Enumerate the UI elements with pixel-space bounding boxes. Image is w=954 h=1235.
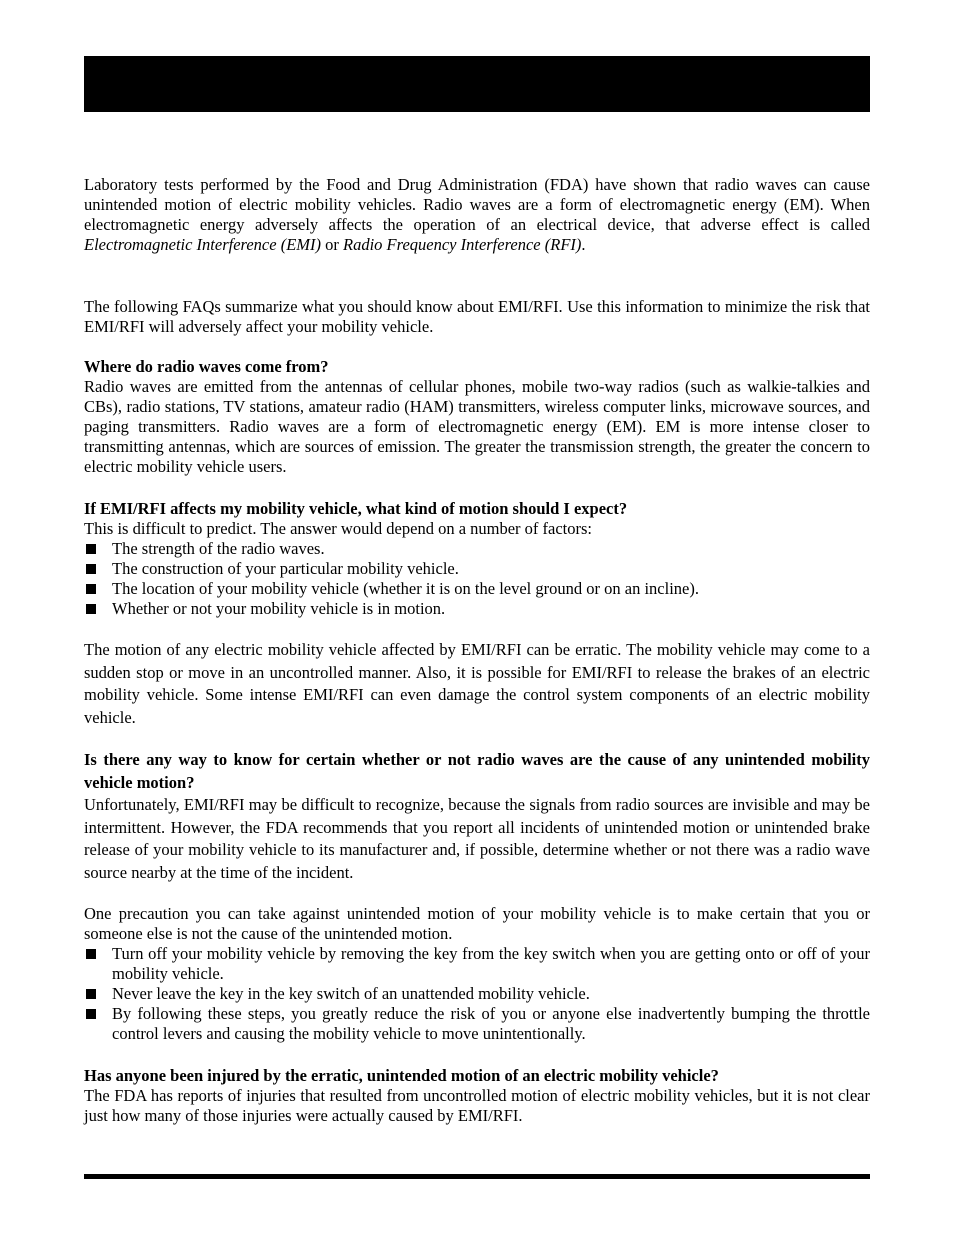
bullet-text: The construction of your particular mobility vehicle. (112, 559, 459, 578)
list-item (84, 539, 870, 559)
list-item (84, 984, 870, 1004)
list-item (84, 579, 870, 599)
bullet-text: The location of your mobility vehicle (whether it is on the level ground or on an incline). (112, 579, 699, 598)
faq1-question: Where do radio waves come from? (84, 357, 329, 376)
page-content (84, 175, 870, 1126)
intro-paragraph (84, 175, 870, 255)
intro-text: Laboratory tests performed by the Food and Drug Administration (FDA) have shown that radio waves can cause unintended motion of electric mobility vehicles. Radio waves are a form of electromagnetic energy (EM). When electromagnetic energy adversely affects the operation of an electrical device, that adverse effect is called (84, 175, 870, 234)
bullet-square-icon (86, 1009, 96, 1019)
intro-or: or (321, 235, 344, 254)
bullet-square-icon (86, 949, 96, 959)
list-item (84, 1004, 870, 1044)
faq1-answer: Radio waves are emitted from the antennas of cellular phones, mobile two-way radios (such as walkie-talkies and CBs), radio stations, TV stations, amateur radio (HAM) transmitters, wireless computer links, microwave sources, and paging transmitters. Radio waves are a form of electromagnetic energy (EM). EM is more intense closer to transmitting antennas, which are sources of emission. The greater the transmission strength, the greater the concern to electric mobility vehicle users. (84, 377, 870, 476)
list-item (84, 944, 870, 984)
faq2-answer: This is difficult to predict. The answer would depend on a number of factors: (84, 519, 593, 538)
rfi-term: Radio Frequency Interference (RFI) (343, 235, 582, 254)
bullet-text: Turn off your mobility vehicle by removing the key from the key switch when you are getting onto or off of your mobility vehicle. (112, 944, 870, 983)
bullet-text: Whether or not your mobility vehicle is in motion. (112, 599, 446, 618)
faq2-followup: The motion of any electric mobility vehicle affected by EMI/RFI can be erratic. The mobility vehicle may come to a sudden stop or move in an uncontrolled manner. Also, it is possible for EMI/RFI to release the brakes of an electric mobility vehicle. Some intense EMI/RFI can even damage the control system components of an electric mobility vehicle. (84, 640, 870, 727)
faq2-question: If EMI/RFI affects my mobility vehicle, what kind of motion should I expect? (84, 499, 628, 518)
bullet-square-icon (86, 544, 96, 554)
footer-rule (84, 1174, 870, 1179)
bullet-text: By following these steps, you greatly reduce the risk of you or anyone else inadvertently bumping the throttle control levers and causing the mobility vehicle to move unintentionally. (112, 1004, 870, 1043)
intro-end: . (581, 235, 586, 254)
bullet-text: The strength of the radio waves. (112, 539, 325, 558)
bullet-square-icon (86, 564, 96, 574)
faq3-question: Is there any way to know for certain whether or not radio waves are the cause of any unintended mobility vehicle motion? (84, 750, 870, 792)
bullet-text: Never leave the key in the key switch of an unattended mobility vehicle. (112, 984, 590, 1003)
header-bar (84, 56, 870, 112)
list-item (84, 599, 870, 619)
faq4-question: Has anyone been injured by the erratic, unintended motion of an electric mobility vehicle? (84, 1066, 719, 1085)
faq-summary-paragraph: The following FAQs summarize what you should know about EMI/RFI. Use this information to minimize the risk that EMI/RFI will adversely affect your mobility vehicle. (84, 297, 870, 336)
faq3-precaution: One precaution you can take against unintended motion of your mobility vehicle is to make certain that you or someone else is not the cause of the unintended motion. (84, 904, 870, 943)
faq2-bullet-list (84, 539, 870, 619)
faq3-answer: Unfortunately, EMI/RFI may be difficult to recognize, because the signals from radio sources are invisible and may be intermittent. However, the FDA recommends that you report all incidents of unintended motion or unintended brake release of your mobility vehicle to its manufacturer and, if possible, determine whether or not there was a radio wave source nearby at the time of the incident. (84, 795, 870, 882)
faq3-bullet-list (84, 944, 870, 1044)
faq4-answer: The FDA has reports of injuries that resulted from uncontrolled motion of electric mobility vehicles, but it is not clear just how many of those injuries were actually caused by EMI/RFI. (84, 1086, 870, 1125)
bullet-square-icon (86, 584, 96, 594)
bullet-square-icon (86, 989, 96, 999)
emi-term: Electromagnetic Interference (EMI) (84, 235, 322, 254)
list-item (84, 559, 870, 579)
bullet-square-icon (86, 604, 96, 614)
